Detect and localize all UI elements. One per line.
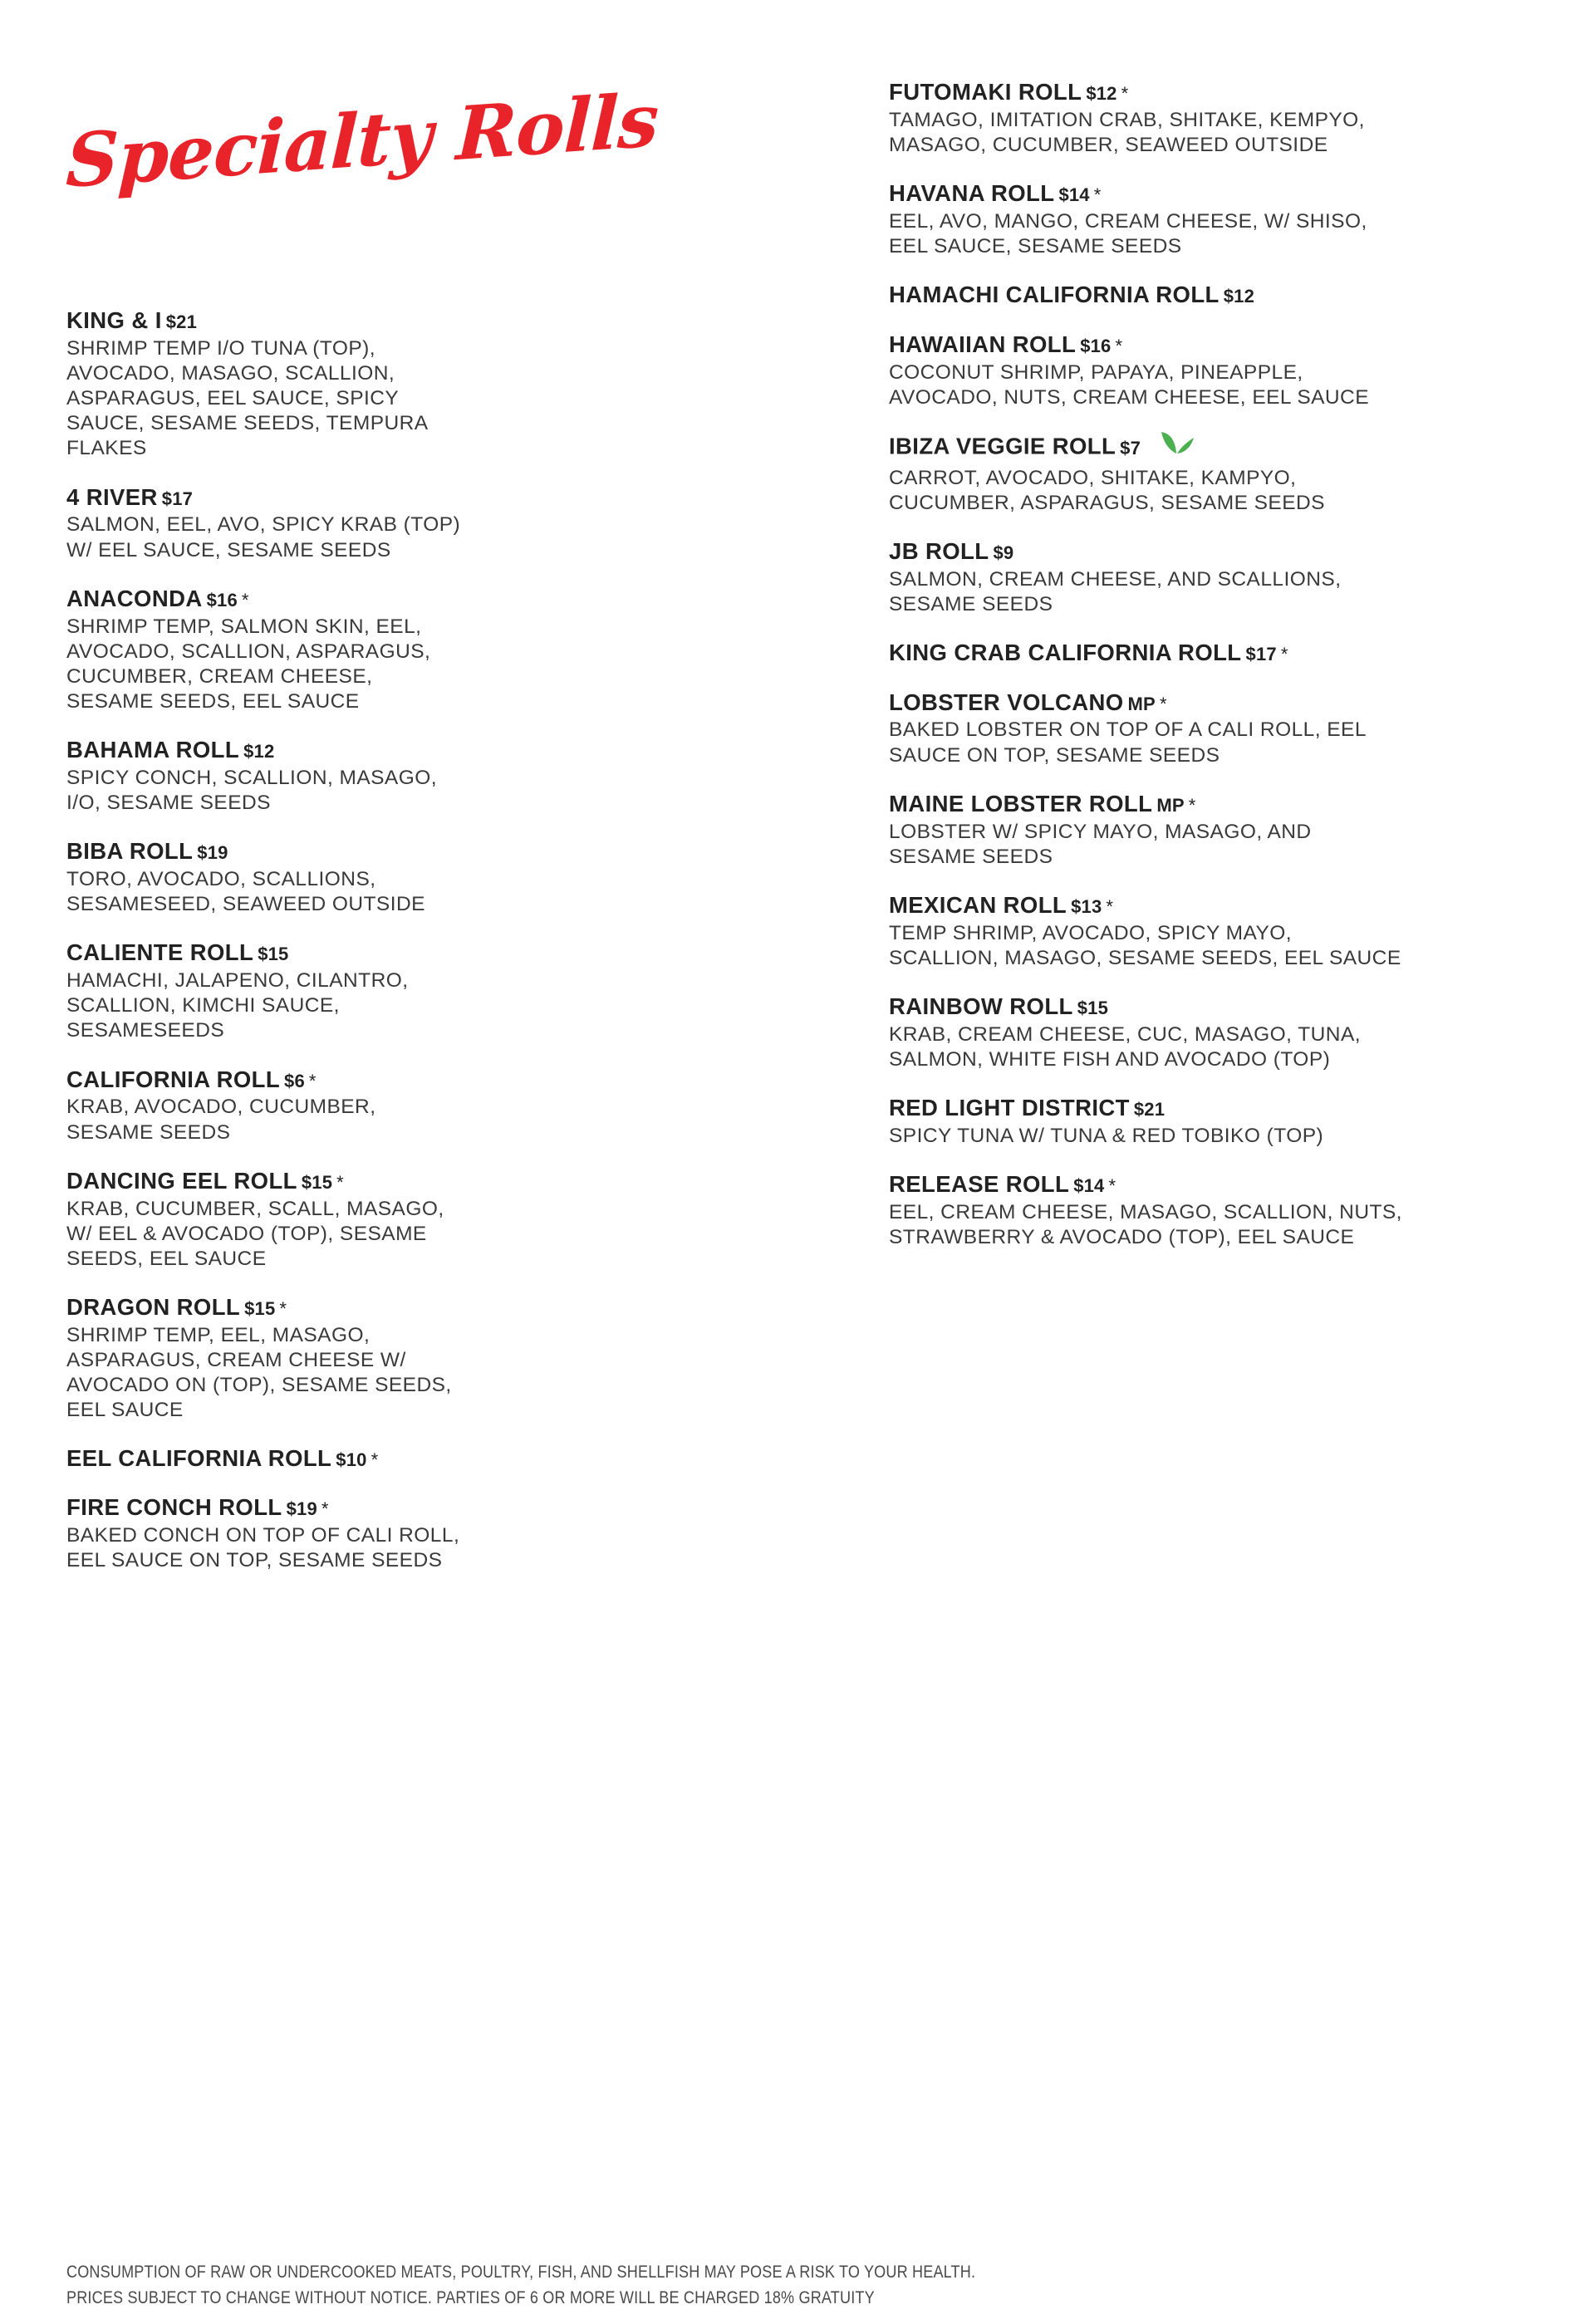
menu-item-description: SALMON, EEL, AVO, SPICY KRAB (TOP) W/ EEL SAUCE, SESAME SEEDS (66, 513, 461, 561)
footer-line-1: CONSUMPTION OF RAW OR UNDERCOOKED MEATS, POULTRY, FISH, AND SHELLFISH MAY POSE A RISK TO YOUR HEALTH. (66, 2263, 976, 2282)
menu-item-description: KRAB, CREAM CHEESE, CUC, MASAGO, TUNA, SALMON, WHITE FISH AND AVOCADO (TOP) (889, 1022, 1361, 1071)
menu-item-price: $6 (284, 1070, 305, 1091)
menu-item-description: TEMP SHRIMP, AVOCADO, SPICY MAYO, SCALLION, MASAGO, SESAME SEEDS, EEL SAUCE (889, 921, 1401, 969)
menu-item-header (889, 282, 1404, 308)
menu-item-price: $7 (1120, 437, 1141, 458)
menu-item-name: FIRE CONCH ROLL (66, 1494, 282, 1521)
menu-item-price: $17 (1245, 644, 1277, 665)
menu-item-header (66, 484, 465, 511)
raw-item-asterisk: * (336, 1171, 345, 1193)
menu-item-name: CALIFORNIA ROLL (66, 1066, 281, 1092)
raw-item-asterisk: * (1159, 693, 1167, 714)
raw-item-asterisk: * (1093, 184, 1102, 206)
menu-item-price: $16 (206, 589, 238, 610)
menu-item-description: KRAB, AVOCADO, CUCUMBER, SESAME SEEDS (66, 1096, 376, 1144)
menu-item-name: MAINE LOBSTER ROLL (889, 790, 1153, 816)
menu-item-header (66, 1066, 465, 1093)
menu-item-header (889, 1171, 1404, 1198)
menu-item (889, 1171, 1404, 1250)
menu-item (889, 1095, 1404, 1149)
menu-item-description: EEL, CREAM CHEESE, MASAGO, SCALLION, NUTS, STRAWBERRY & AVOCADO (TOP), EEL SAUCE (889, 1201, 1402, 1249)
menu-item-name: ANACONDA (66, 585, 203, 611)
menu-column-left (66, 307, 465, 1573)
menu-item-description: TORO, AVOCADO, SCALLIONS, SESAMESEED, SEAWEED OUTSIDE (66, 868, 425, 916)
menu-item (889, 993, 1404, 1072)
menu-item-name: LOBSTER VOLCANO (889, 689, 1124, 715)
menu-item-price: $19 (286, 1498, 317, 1520)
menu-item (889, 689, 1404, 768)
menu-item (66, 939, 465, 1043)
menu-item-header (889, 433, 1404, 463)
raw-item-asterisk: * (1121, 83, 1129, 104)
menu-item-header (66, 939, 465, 966)
menu-item-header (66, 586, 465, 612)
footer-disclaimer (66, 2260, 1529, 2311)
menu-item-description: LOBSTER W/ SPICY MAYO, MASAGO, AND SESAME SEEDS (889, 820, 1312, 868)
menu-item-header (66, 1494, 465, 1521)
menu-item-price: $9 (993, 542, 1014, 563)
menu-item-price: $19 (197, 842, 228, 864)
menu-item (66, 838, 465, 917)
menu-item (66, 1066, 465, 1145)
menu-item-price: $14 (1058, 184, 1090, 206)
menu-item-header (889, 538, 1404, 565)
menu-item-description: EEL, AVO, MANGO, CREAM CHEESE, W/ SHISO, EEL SAUCE, SESAME SEEDS (889, 210, 1367, 258)
menu-item-description: CARROT, AVOCADO, SHITAKE, KAMPYO, CUCUMBER, ASPARAGUS, SESAME SEEDS (889, 466, 1325, 514)
menu-item-name: HAWAIIAN ROLL (889, 331, 1077, 357)
menu-item (66, 586, 465, 714)
menu-item-price: $14 (1073, 1175, 1105, 1197)
menu-item-price: $10 (336, 1449, 367, 1471)
menu-item-price: MP (1127, 693, 1156, 714)
menu-item (66, 1294, 465, 1423)
menu-item-header (66, 737, 465, 763)
menu-item-name: JB ROLL (889, 538, 989, 564)
menu-item-description: TAMAGO, IMITATION CRAB, SHITAKE, KEMPYO, MASAGO, CUCUMBER, SEAWEED OUTSIDE (889, 108, 1365, 157)
menu-item-price: $15 (244, 1298, 276, 1319)
vegetarian-leaf-icon (1159, 430, 1195, 461)
raw-item-asterisk: * (308, 1070, 317, 1091)
menu-item-description: SPICY CONCH, SCALLION, MASAGO, I/O, SESAME SEEDS (66, 766, 437, 815)
menu-item-name: HAVANA ROLL (889, 180, 1055, 207)
menu-item-name: EEL CALIFORNIA ROLL (66, 1445, 332, 1472)
menu-item-header (66, 307, 465, 334)
menu-item-price: $12 (243, 741, 275, 762)
menu-item-description: BAKED LOBSTER ON TOP OF A CALI ROLL, EEL SAUCE ON TOP, SESAME SEEDS (889, 718, 1366, 767)
menu-item (889, 79, 1404, 158)
menu-item-description: KRAB, CUCUMBER, SCALL, MASAGO, W/ EEL & AVOCADO (TOP), SESAME SEEDS, EEL SAUCE (66, 1197, 444, 1270)
menu-item-price: $12 (1223, 286, 1255, 307)
menu-column-right (889, 79, 1404, 1250)
raw-item-asterisk: * (1280, 644, 1288, 665)
menu-item (66, 1494, 465, 1573)
menu-item-header (66, 1168, 465, 1194)
raw-item-asterisk: * (1108, 1175, 1116, 1197)
menu-item-header (889, 689, 1404, 716)
menu-item (66, 1168, 465, 1272)
menu-item-header (66, 1294, 465, 1321)
menu-item-name: CALIENTE ROLL (66, 939, 254, 966)
menu-item (66, 484, 465, 563)
menu-item-price: MP (1156, 794, 1185, 816)
menu-item-price: $15 (258, 944, 289, 965)
menu-item-name: HAMACHI CALIFORNIA ROLL (889, 282, 1220, 308)
menu-item-name: RED LIGHT DISTRICT (889, 1095, 1130, 1121)
raw-item-asterisk: * (1106, 895, 1114, 917)
menu-item-price: $13 (1071, 895, 1102, 917)
raw-item-asterisk: * (1188, 794, 1196, 816)
menu-item-name: BIBA ROLL (66, 838, 194, 865)
menu-item-name: KING & I (66, 307, 162, 333)
menu-item-price: $12 (1086, 83, 1117, 104)
menu-item-header (66, 1445, 465, 1472)
menu-item-price: $17 (161, 488, 194, 509)
menu-item (889, 180, 1404, 259)
footer-line-2: PRICES SUBJECT TO CHANGE WITHOUT NOTICE. PARTIES OF 6 OR MORE WILL BE CHARGED 18% GRATUITY (66, 2287, 875, 2307)
menu-item-header (889, 791, 1404, 817)
menu-item-description: SHRIMP TEMP, SALMON SKIN, EEL, AVOCADO, SCALLION, ASPARAGUS, CUCUMBER, CREAM CHEESE, SESAME SEEDS, EEL SAUCE (66, 615, 431, 713)
raw-item-asterisk: * (1115, 335, 1123, 356)
menu-item (889, 892, 1404, 971)
menu-item (889, 433, 1404, 516)
menu-item-header (889, 331, 1404, 358)
raw-item-asterisk: * (321, 1498, 329, 1520)
menu-item (66, 1445, 465, 1472)
raw-item-asterisk: * (371, 1449, 379, 1471)
menu-item (66, 737, 465, 816)
menu-item-header (66, 838, 465, 865)
menu-item-name: DANCING EEL ROLL (66, 1167, 297, 1194)
menu-item-name: RAINBOW ROLL (889, 993, 1073, 1019)
raw-item-asterisk: * (279, 1298, 287, 1319)
menu-item-name: MEXICAN ROLL (889, 891, 1067, 918)
menu-item-price: $21 (1133, 1099, 1166, 1120)
menu-item-header (889, 993, 1404, 1020)
menu-item-price: $21 (165, 311, 198, 332)
menu-item (889, 282, 1404, 308)
menu-item (889, 331, 1404, 410)
menu-item-header (889, 1095, 1404, 1121)
menu-item-description: COCONUT SHRIMP, PAPAYA, PINEAPPLE, AVOCADO, NUTS, CREAM CHEESE, EEL SAUCE (889, 360, 1369, 409)
specialty-rolls-title: Specialty Rolls (64, 76, 660, 205)
menu-item-name: RELEASE ROLL (889, 1171, 1070, 1198)
menu-item-description: BAKED CONCH ON TOP OF CALI ROLL, EEL SAUCE ON TOP, SESAME SEEDS (66, 1524, 460, 1572)
raw-item-asterisk: * (241, 589, 249, 610)
menu-item-header (889, 79, 1404, 105)
menu-item-price: $15 (301, 1171, 333, 1193)
menu-item-name: IBIZA VEGGIE ROLL (889, 433, 1116, 459)
menu-item-header (889, 180, 1404, 207)
menu-item-description: SHRIMP TEMP I/O TUNA (TOP), AVOCADO, MASAGO, SCALLION, ASPARAGUS, EEL SAUCE, SPICY SAUCE, SESAME SEEDS, TEMPURA FLAKES (66, 336, 428, 460)
menu-item-description: SPICY TUNA W/ TUNA & RED TOBIKO (TOP) (889, 1125, 1324, 1148)
menu-item-name: FUTOMAKI ROLL (889, 79, 1082, 105)
menu-item-name: DRAGON ROLL (66, 1294, 241, 1320)
menu-item-name: BAHAMA ROLL (66, 737, 240, 763)
menu-item-description: HAMACHI, JALAPENO, CILANTRO, SCALLION, KIMCHI SAUCE, SESAMESEEDS (66, 969, 409, 1042)
menu-item (889, 538, 1404, 617)
menu-item (66, 307, 465, 462)
menu-item (889, 640, 1404, 666)
menu-item-price: $15 (1077, 998, 1109, 1018)
menu-item-header (889, 640, 1404, 666)
menu-item-description: SALMON, CREAM CHEESE, AND SCALLIONS, SESAME SEEDS (889, 567, 1342, 616)
menu-item-header (889, 892, 1404, 919)
menu-item-description: SHRIMP TEMP, EEL, MASAGO, ASPARAGUS, CREAM CHEESE W/ AVOCADO ON (TOP), SESAME SEEDS, EEL SAUCE (66, 1323, 452, 1422)
menu-item-price: $16 (1080, 335, 1112, 356)
menu-item-name: 4 RIVER (66, 483, 158, 510)
menu-item-name: KING CRAB CALIFORNIA ROLL (889, 640, 1242, 666)
menu-item (889, 791, 1404, 870)
